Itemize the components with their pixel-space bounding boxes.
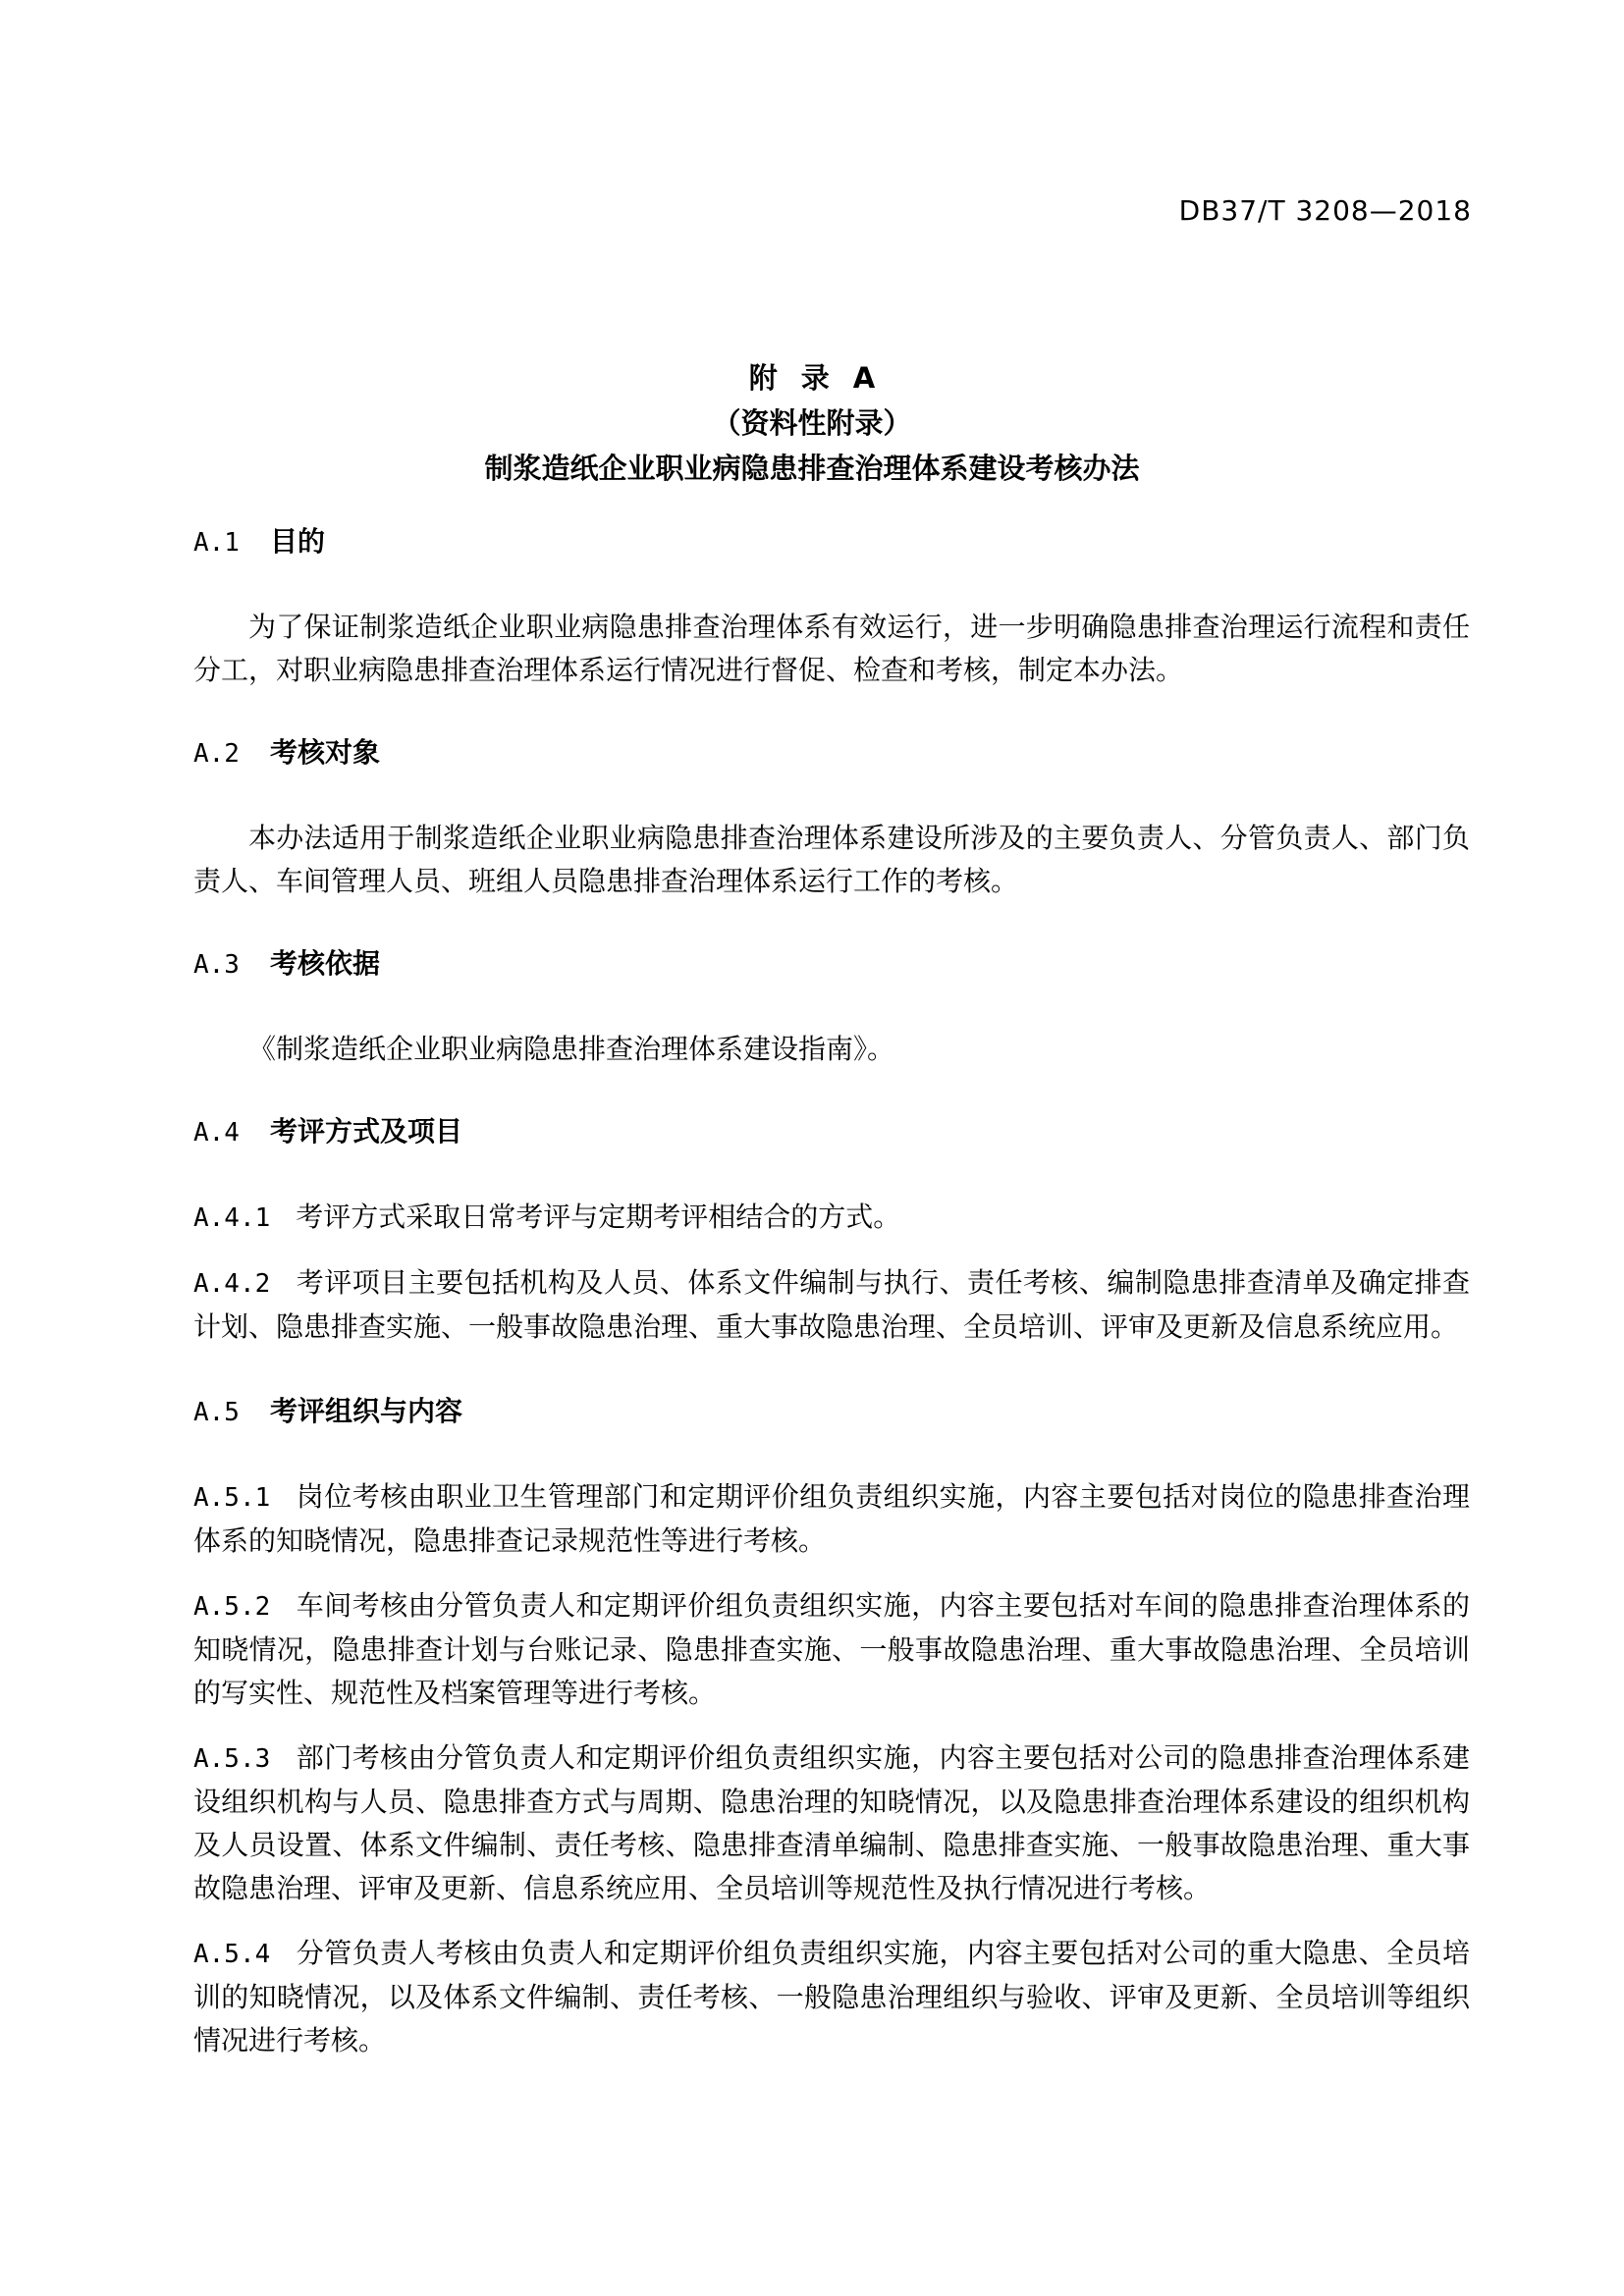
clause-number: A.5.2 bbox=[193, 1592, 271, 1622]
clause-number: A.4.1 bbox=[193, 1203, 271, 1233]
section-title: 考核对象 bbox=[270, 736, 381, 769]
section-a1-heading bbox=[193, 520, 1470, 564]
document-body bbox=[193, 520, 1470, 2084]
clause-text: 分管负责人考核由负责人和定期评价组负责组织实施，内容主要包括对公司的重大隐患、全员培训的知晓情况，以及体系文件编制、责任考核、一般隐患治理组织与验收、评审及更新、全员培训等组织情况进行考核。 bbox=[193, 1937, 1470, 2056]
clause-number: A.5.3 bbox=[193, 1744, 271, 1774]
section-a2-heading bbox=[193, 731, 1470, 775]
clause-a5-2 bbox=[193, 1584, 1470, 1715]
section-a2-text: 本办法适用于制浆造纸企业职业病隐患排查治理体系建设所涉及的主要负责人、分管负责人、部门负责人、车间管理人员、班组人员隐患排查治理体系运行工作的考核。 bbox=[193, 822, 1470, 897]
section-number: A.5 bbox=[193, 1398, 240, 1427]
clause-number: A.5.4 bbox=[193, 1940, 271, 1969]
section-a3-text: 《制浆造纸企业职业病隐患排查治理体系建设指南》。 bbox=[248, 1033, 895, 1065]
section-number: A.1 bbox=[193, 528, 240, 558]
clause-a5-3 bbox=[193, 1736, 1470, 1910]
section-title: 考核依据 bbox=[270, 947, 381, 980]
section-a5-heading bbox=[193, 1390, 1470, 1434]
standard-code: DB37/T 3208—2018 bbox=[1178, 194, 1472, 227]
clause-text: 部门考核由分管负责人和定期评价组负责组织实施，内容主要包括对公司的隐患排查治理体系建设组织机构与人员、隐患排查方式与周期、隐患治理的知晓情况，以及隐患排查治理体系建设的组织机构及人员设置、体系文件编制、责任考核、隐患排查清单编制、隐患排查实施、一般事故隐患治理、重大事故隐患治理、评审及更新、信息系统应用、全员培训等规范性及执行情况进行考核。 bbox=[193, 1741, 1470, 1904]
section-a4-heading bbox=[193, 1110, 1470, 1154]
clause-a5-4 bbox=[193, 1932, 1470, 2062]
annex-label: 附录A bbox=[748, 361, 899, 395]
section-a3-heading bbox=[193, 942, 1470, 987]
section-number: A.4 bbox=[193, 1118, 240, 1148]
clause-text: 岗位考核由职业卫生管理部门和定期评价组负责组织实施，内容主要包括对岗位的隐患排查治理体系的知晓情况，隐患排查记录规范性等进行考核。 bbox=[193, 1480, 1470, 1557]
section-title: 目的 bbox=[270, 525, 326, 558]
annex-main-title: 制浆造纸企业职业病隐患排查治理体系建设考核办法 bbox=[484, 452, 1140, 485]
annex-title-block bbox=[0, 355, 1624, 491]
clause-a4-2 bbox=[193, 1261, 1470, 1349]
annex-type: （资料性附录） bbox=[712, 406, 912, 440]
section-title: 考评方式及项目 bbox=[270, 1115, 463, 1148]
section-number: A.3 bbox=[193, 950, 240, 980]
clause-text: 车间考核由分管负责人和定期评价组负责组织实施，内容主要包括对车间的隐患排查治理体系的知晓情况，隐患排查计划与台账记录、隐患排查实施、一般事故隐患治理、重大事故隐患治理、全员培训的写实性、规范性及档案管理等进行考核。 bbox=[193, 1589, 1470, 1709]
section-title: 考评组织与内容 bbox=[270, 1395, 463, 1427]
clause-number: A.4.2 bbox=[193, 1269, 271, 1299]
clause-a4-1 bbox=[193, 1196, 1470, 1240]
clause-a5-1 bbox=[193, 1475, 1470, 1563]
section-a1-text: 为了保证制浆造纸企业职业病隐患排查治理体系有效运行，进一步明确隐患排查治理运行流程和责任分工，对职业病隐患排查治理体系运行情况进行督促、检查和考核，制定本办法。 bbox=[193, 611, 1470, 686]
clause-number: A.5.1 bbox=[193, 1483, 271, 1513]
section-number: A.2 bbox=[193, 739, 240, 769]
clause-text: 考评项目主要包括机构及人员、体系文件编制与执行、责任考核、编制隐患排查清单及确定排查计划、隐患排查实施、一般事故隐患治理、重大事故隐患治理、全员培训、评审及更新及信息系统应用。 bbox=[193, 1266, 1470, 1343]
clause-text: 考评方式采取日常考评与定期考评相结合的方式。 bbox=[296, 1201, 901, 1233]
